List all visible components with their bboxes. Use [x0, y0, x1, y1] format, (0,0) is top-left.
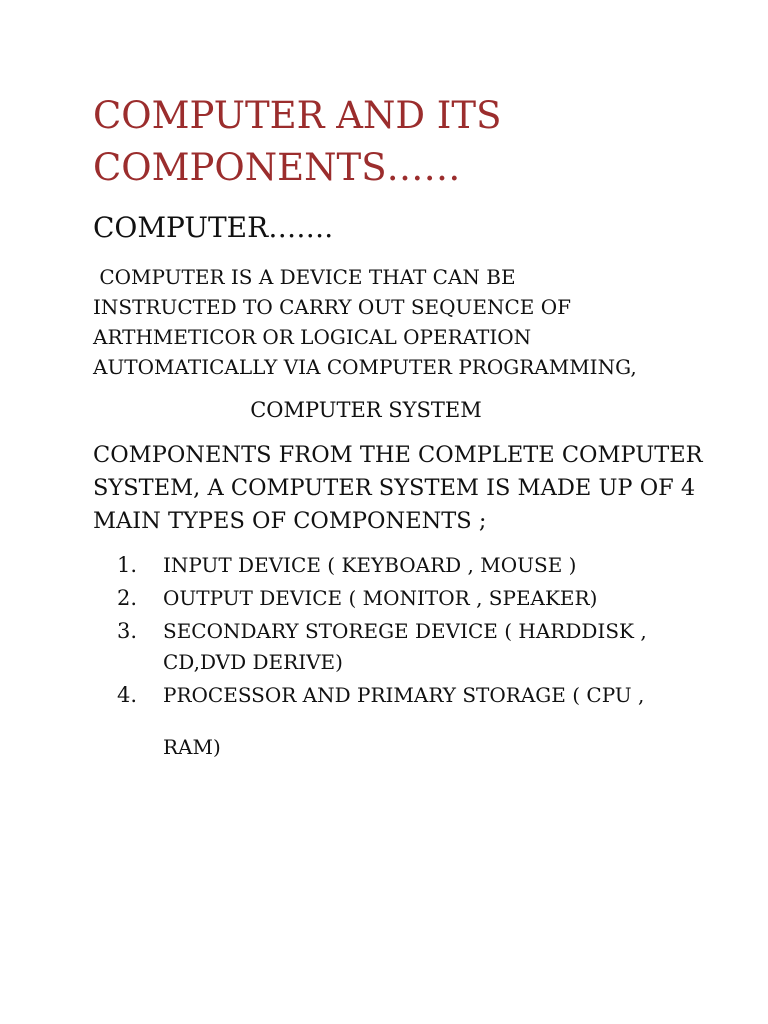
- list-item: [93, 550, 713, 581]
- list-item-text: OUTPUT DEVICE ( MONITOR , SPEAKER): [163, 586, 598, 610]
- list-item-text-line-1: PROCESSOR AND PRIMARY STORAGE ( CPU ,: [163, 683, 645, 707]
- list-item: [93, 616, 713, 678]
- page-title: [93, 90, 693, 194]
- section-subtitle: COMPUTER…….: [93, 211, 334, 244]
- list-item: [93, 583, 713, 614]
- list-item-number: 3.: [117, 619, 138, 643]
- list-item-number: 4.: [117, 683, 138, 707]
- definition-paragraph: COMPUTER IS A DEVICE THAT CAN BE INSTRUCTED TO CARRY OUT SEQUENCE OF ARTHMETICOR OR LOGICAL OPERATION AUTOMATICALLY VIA COMPUTER PROGRAMMING,: [93, 265, 637, 379]
- page-title-line-1: COMPUTER AND ITS: [93, 94, 502, 137]
- section-heading: COMPUTER SYSTEM: [250, 398, 482, 422]
- list-item-text-line-2: RAM): [163, 735, 221, 759]
- list-item-text: SECONDARY STOREGE DEVICE ( HARDDISK , CD,DVD DERIVE): [163, 619, 647, 674]
- list-item-number: 2.: [117, 586, 138, 610]
- page-title-line-2: COMPONENTS……: [93, 146, 461, 189]
- list-item-text: INPUT DEVICE ( KEYBOARD , MOUSE ): [163, 553, 577, 577]
- components-list: [93, 550, 713, 765]
- list-item: [93, 680, 713, 763]
- components-intro-paragraph: COMPONENTS FROM THE COMPLETE COMPUTER SYSTEM, A COMPUTER SYSTEM IS MADE UP OF 4 MAIN TYPES OF COMPONENTS ;: [93, 442, 703, 534]
- list-item-number: 1.: [117, 553, 138, 577]
